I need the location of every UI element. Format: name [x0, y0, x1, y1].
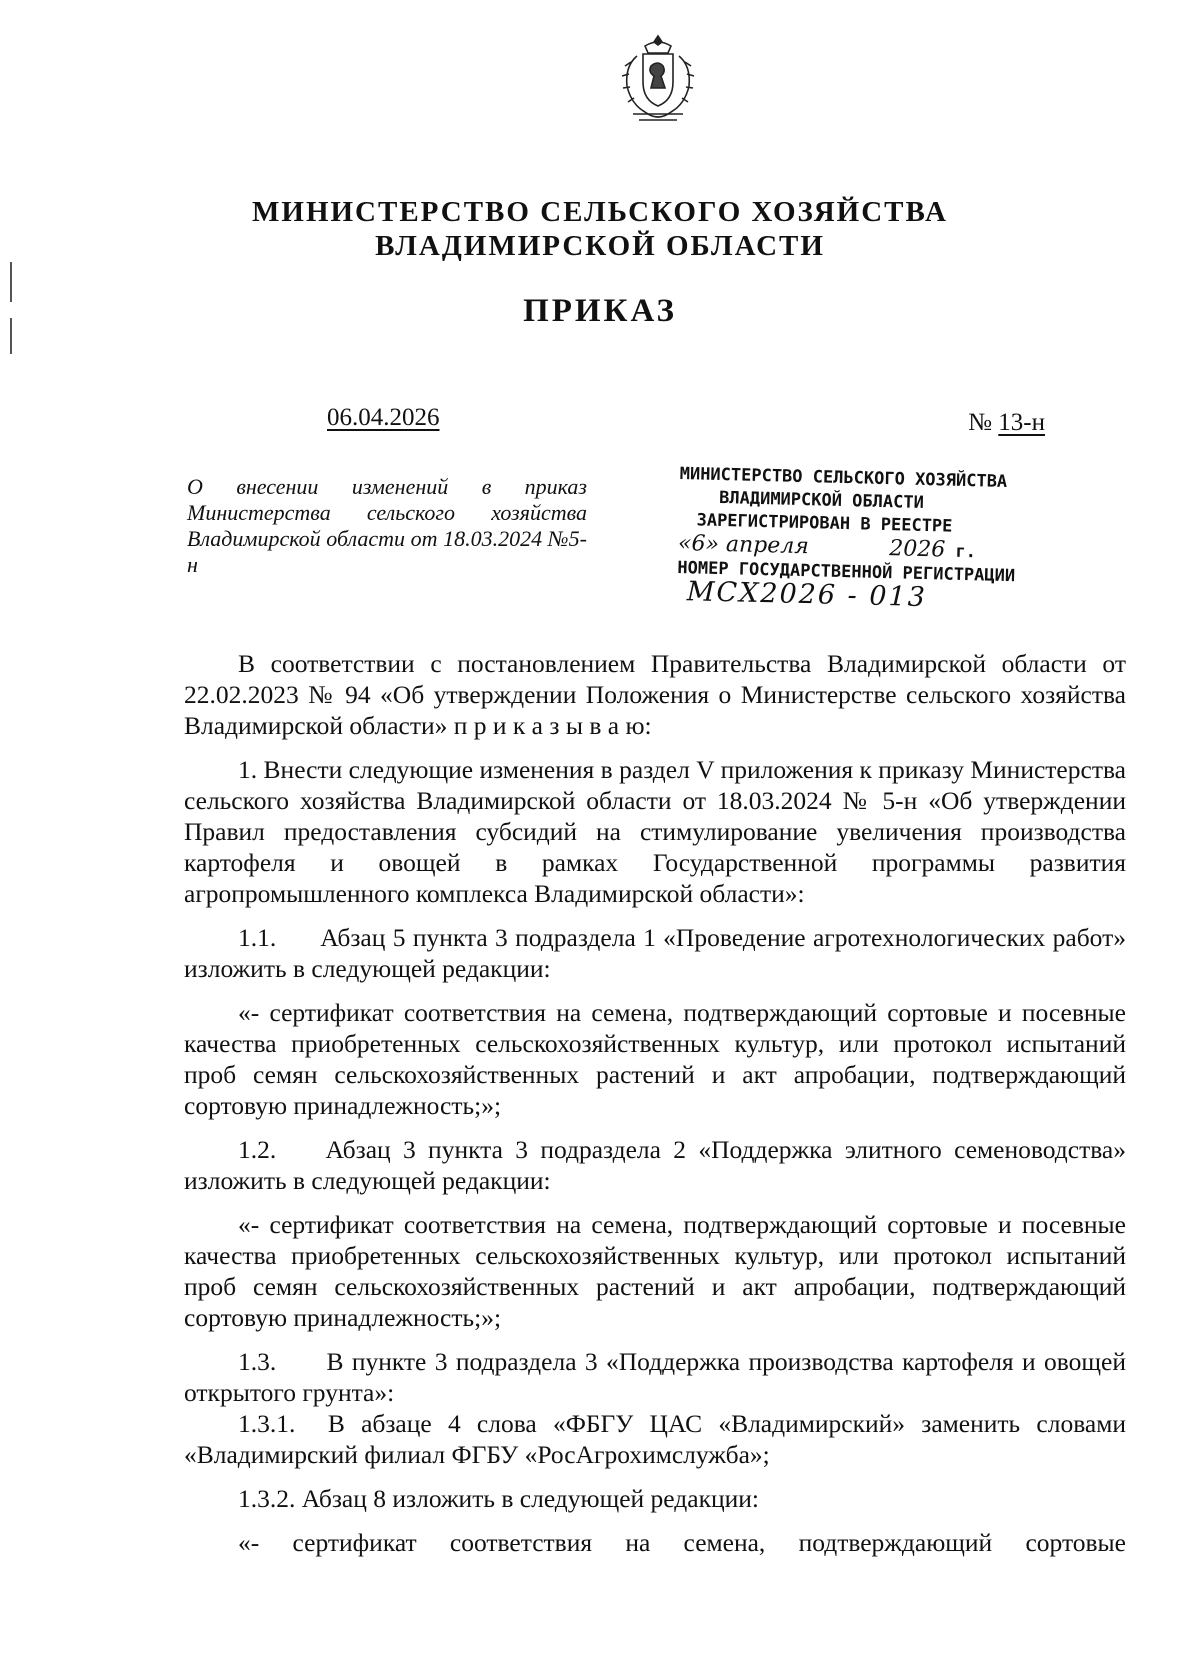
clause-1-3-1: 1.3.1. В абзаце 4 слова «ФБГУ ЦАС «Владимирский» заменить словами «Владимирский филиал ФГБУ «РосАгрохимслужба»; — [184, 1409, 1133, 1469]
stamp-registration-number: МСХ2026 - 013 — [686, 576, 928, 614]
stamp-line: НОМЕР ГОСУДАРСТВЕННОЙ РЕГИСТРАЦИИ — [677, 557, 1016, 587]
clause-1-3: 1.3. В пункте 3 подраздела 3 «Поддержка производства картофеля и овощей открытого грунта»: — [184, 1347, 1133, 1407]
registration-stamp — [677, 463, 1016, 614]
order-date: 06.04.2026 — [327, 404, 440, 431]
coat-of-arms-icon — [615, 32, 701, 128]
stamp-line: ВЛАДИМИРСКОЙ ОБЛАСТИ — [718, 487, 925, 513]
ministry-name — [200, 195, 1000, 263]
ministry-name-line: МИНИСТЕРСТВО СЕЛЬСКОГО ХОЗЯЙСТВА — [252, 196, 948, 228]
stamp-line: ЗАРЕГИСТРИРОВАН В РЕЕСТРЕ — [696, 510, 953, 537]
number-value: 13-н — [998, 409, 1045, 436]
document-type-title: ПРИКАЗ — [523, 293, 677, 329]
clause-1-3-2: 1.3.2. Абзац 8 изложить в следующей редакции: — [238, 1484, 759, 1513]
ministry-name-line: ВЛАДИМИРСКОЙ ОБЛАСТИ — [375, 230, 825, 262]
scan-margin-mark — [10, 318, 12, 354]
clause-1-2: 1.2. Абзац 3 пункта 3 подраздела 2 «Поддержка элитного семеноводства» изложить в следующей редакции: — [184, 1135, 1133, 1195]
document-body — [184, 648, 1133, 1558]
stamp-handwritten-year: 2026 — [889, 536, 946, 563]
quoted-text-3: «- сертификат соответствия на семена, подтверждающий сортовые — [238, 1528, 1126, 1557]
intro-paragraph: В соответствии с постановлением Правительства Владимирской области от 22.02.2023 № 94 «Об утверждении Положения о Министерстве сельского хозяйства Владимирской области» п р и к а з ы в а ю: — [184, 649, 1126, 740]
stamp-year-suffix: г. — [955, 541, 977, 563]
stamp-line: МИНИСТЕРСТВО СЕЛЬСКОГО ХОЗЯЙСТВА — [679, 463, 1008, 492]
quoted-text-2: «- сертификат соответствия на семена, подтверждающий сортовые и посевные качества приобретенных сельскохозяйственных культур, или протокол испытаний проб семян сельскохозяйственных растений и акт апробации, подтверждающий сортовую принадлежность;»; — [184, 1210, 1126, 1332]
quoted-text-1: «- сертификат соответствия на семена, подтверждающий сортовые и посевные качества приобретенных сельскохозяйственных культур, или протокол испытаний проб семян сельскохозяйственных растений и акт апробации, подтверждающий сортовую принадлежность;»; — [184, 998, 1126, 1120]
clause-1: 1. Внести следующие изменения в раздел V приложения к приказу Министерства сельского хозяйства Владимирской области от 18.03.2024 № 5-н «Об утверждении Правил предоставления субсидий на стимулирование увеличения производства картофеля и овощей в рамках Государственной программы развития агропромышленного комплекса Владимирской области»: — [184, 755, 1126, 908]
order-number — [968, 409, 1045, 437]
order-subject: О внесении изменений в приказ Министерства сельского хозяйства Владимирской области от 18.03.2024 №5-н — [187, 474, 587, 577]
scan-margin-mark — [10, 262, 12, 302]
number-sign: № — [968, 409, 993, 436]
clause-1-1: 1.1. Абзац 5 пункта 3 подраздела 1 «Проведение агротехнологических работ» изложить в следующей редакции: — [184, 923, 1133, 983]
stamp-handwritten-date: «6» апреля — [677, 530, 810, 560]
